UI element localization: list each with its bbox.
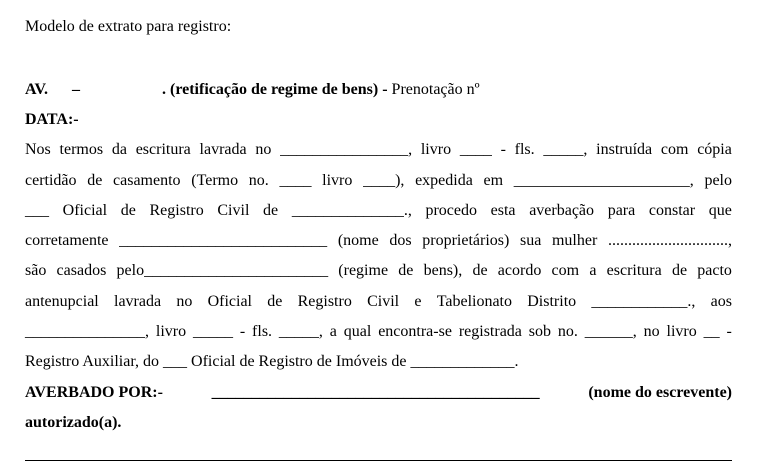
word: Tabelionato: [436, 293, 512, 310]
word: de: [263, 202, 279, 219]
word: no: [255, 141, 272, 158]
word: casamento: [113, 172, 181, 189]
body-line-1: [25, 140, 732, 160]
document-heading: Modelo de extrato para registro:: [25, 18, 232, 35]
word: ____: [459, 141, 492, 158]
word: a: [329, 323, 337, 340]
av-dash: –: [71, 81, 80, 98]
word: pelo: [704, 172, 732, 189]
word: ____________.,: [591, 293, 696, 310]
word: com: [551, 262, 580, 279]
averbado-note: (nome do escrevente): [588, 384, 732, 401]
word: mulher: [551, 232, 598, 249]
word: no.: [248, 172, 269, 189]
word: de: [398, 262, 414, 279]
word: cópia: [697, 141, 732, 158]
body-line-7: [25, 322, 732, 342]
word: de: [267, 293, 283, 310]
word: ___: [25, 202, 49, 219]
word: fls.: [514, 141, 535, 158]
word: averbação: [529, 202, 595, 219]
word: _____: [192, 323, 233, 340]
word: a: [589, 262, 597, 279]
word: Oficial: [62, 202, 108, 219]
word: (regime: [338, 262, 389, 279]
word: Distrito: [527, 293, 577, 310]
word: lavrada: [114, 293, 162, 310]
word: ____),: [363, 172, 405, 189]
bottom-rule: [25, 460, 732, 461]
word: de: [120, 202, 136, 219]
word: -: [500, 141, 506, 158]
word: com: [660, 141, 689, 158]
word: _______________,: [25, 323, 149, 340]
word: __: [703, 323, 720, 340]
word: e: [414, 293, 422, 310]
word: _____,: [278, 323, 323, 340]
word: fls.: [252, 323, 273, 340]
word: _____,: [543, 141, 588, 158]
av-prenotacao: Prenotação nº: [391, 81, 480, 98]
averbado-line: [25, 383, 732, 403]
word: ____: [279, 172, 312, 189]
averbado-closing: autorizado(a).: [25, 414, 122, 431]
word: (Termo: [191, 172, 239, 189]
word: em: [483, 172, 504, 189]
word: pelo_______________________: [116, 262, 329, 279]
word: dos: [389, 232, 412, 249]
word: qual: [343, 323, 372, 340]
word: antenupcial: [25, 293, 99, 310]
word: Civil: [217, 202, 250, 219]
word: bens),: [423, 262, 463, 279]
word: sua: [519, 232, 542, 249]
word: certidão: [25, 172, 77, 189]
averbado-signature-line: _________________________________________: [211, 384, 540, 401]
word: -: [239, 323, 246, 340]
word: expedida: [415, 172, 473, 189]
word: livro: [666, 323, 697, 340]
word: Registro: [149, 202, 204, 219]
data-label: DATA:-: [25, 111, 79, 128]
body-line-2: [25, 171, 732, 191]
word: Civil: [367, 293, 400, 310]
word: de: [472, 262, 488, 279]
word: esta: [490, 202, 516, 219]
word: procedo: [425, 202, 477, 219]
word: no.: [557, 323, 578, 340]
word: (nome: [337, 232, 379, 249]
word: são: [25, 262, 47, 279]
word: registrada: [458, 323, 522, 340]
word: de: [87, 172, 103, 189]
word: de: [671, 262, 688, 279]
word: ________________,: [280, 141, 413, 158]
word: pacto: [697, 262, 732, 279]
word: livro: [420, 141, 452, 158]
word: da: [111, 141, 127, 158]
word: ______________.,: [291, 202, 412, 219]
word: que: [708, 202, 732, 219]
averbado-label: AVERBADO POR:-: [25, 384, 163, 401]
av-title: . (retificação de regime de bens) -: [161, 81, 388, 98]
word: proprietários): [422, 232, 510, 249]
av-line: [25, 80, 480, 100]
word: ..............................,: [607, 232, 732, 249]
word: instruída: [596, 141, 653, 158]
word: livro: [155, 323, 187, 340]
word: sob: [528, 323, 551, 340]
word: constar: [648, 202, 696, 219]
body-line-3: [25, 201, 732, 221]
word: Nos: [25, 141, 51, 158]
body-line-6: [25, 292, 732, 312]
word: livro: [322, 172, 353, 189]
body-line-4: [25, 231, 732, 251]
word: corretamente: [25, 232, 109, 249]
word: Oficial: [207, 293, 252, 310]
word: encontra-se: [378, 323, 452, 340]
body-line-5: [25, 261, 732, 281]
body-line-8: Registro Auxiliar, do ___ Oficial de Registro de Imóveis de _____________.: [25, 353, 519, 370]
word: lavrada: [199, 141, 247, 158]
word: ______________________,: [513, 172, 694, 189]
word: Registro: [297, 293, 352, 310]
word: aos: [710, 293, 732, 310]
word: __________________________: [119, 232, 328, 249]
word: escritura: [606, 262, 662, 279]
word: ______,: [584, 323, 637, 340]
word: para: [607, 202, 636, 219]
av-prefix: AV.: [25, 81, 48, 98]
word: no: [643, 323, 660, 340]
word: termos: [59, 141, 104, 158]
word: casados: [56, 262, 107, 279]
word: -: [726, 323, 732, 340]
word: acordo: [497, 262, 542, 279]
word: escritura: [135, 141, 191, 158]
word: no: [176, 293, 193, 310]
